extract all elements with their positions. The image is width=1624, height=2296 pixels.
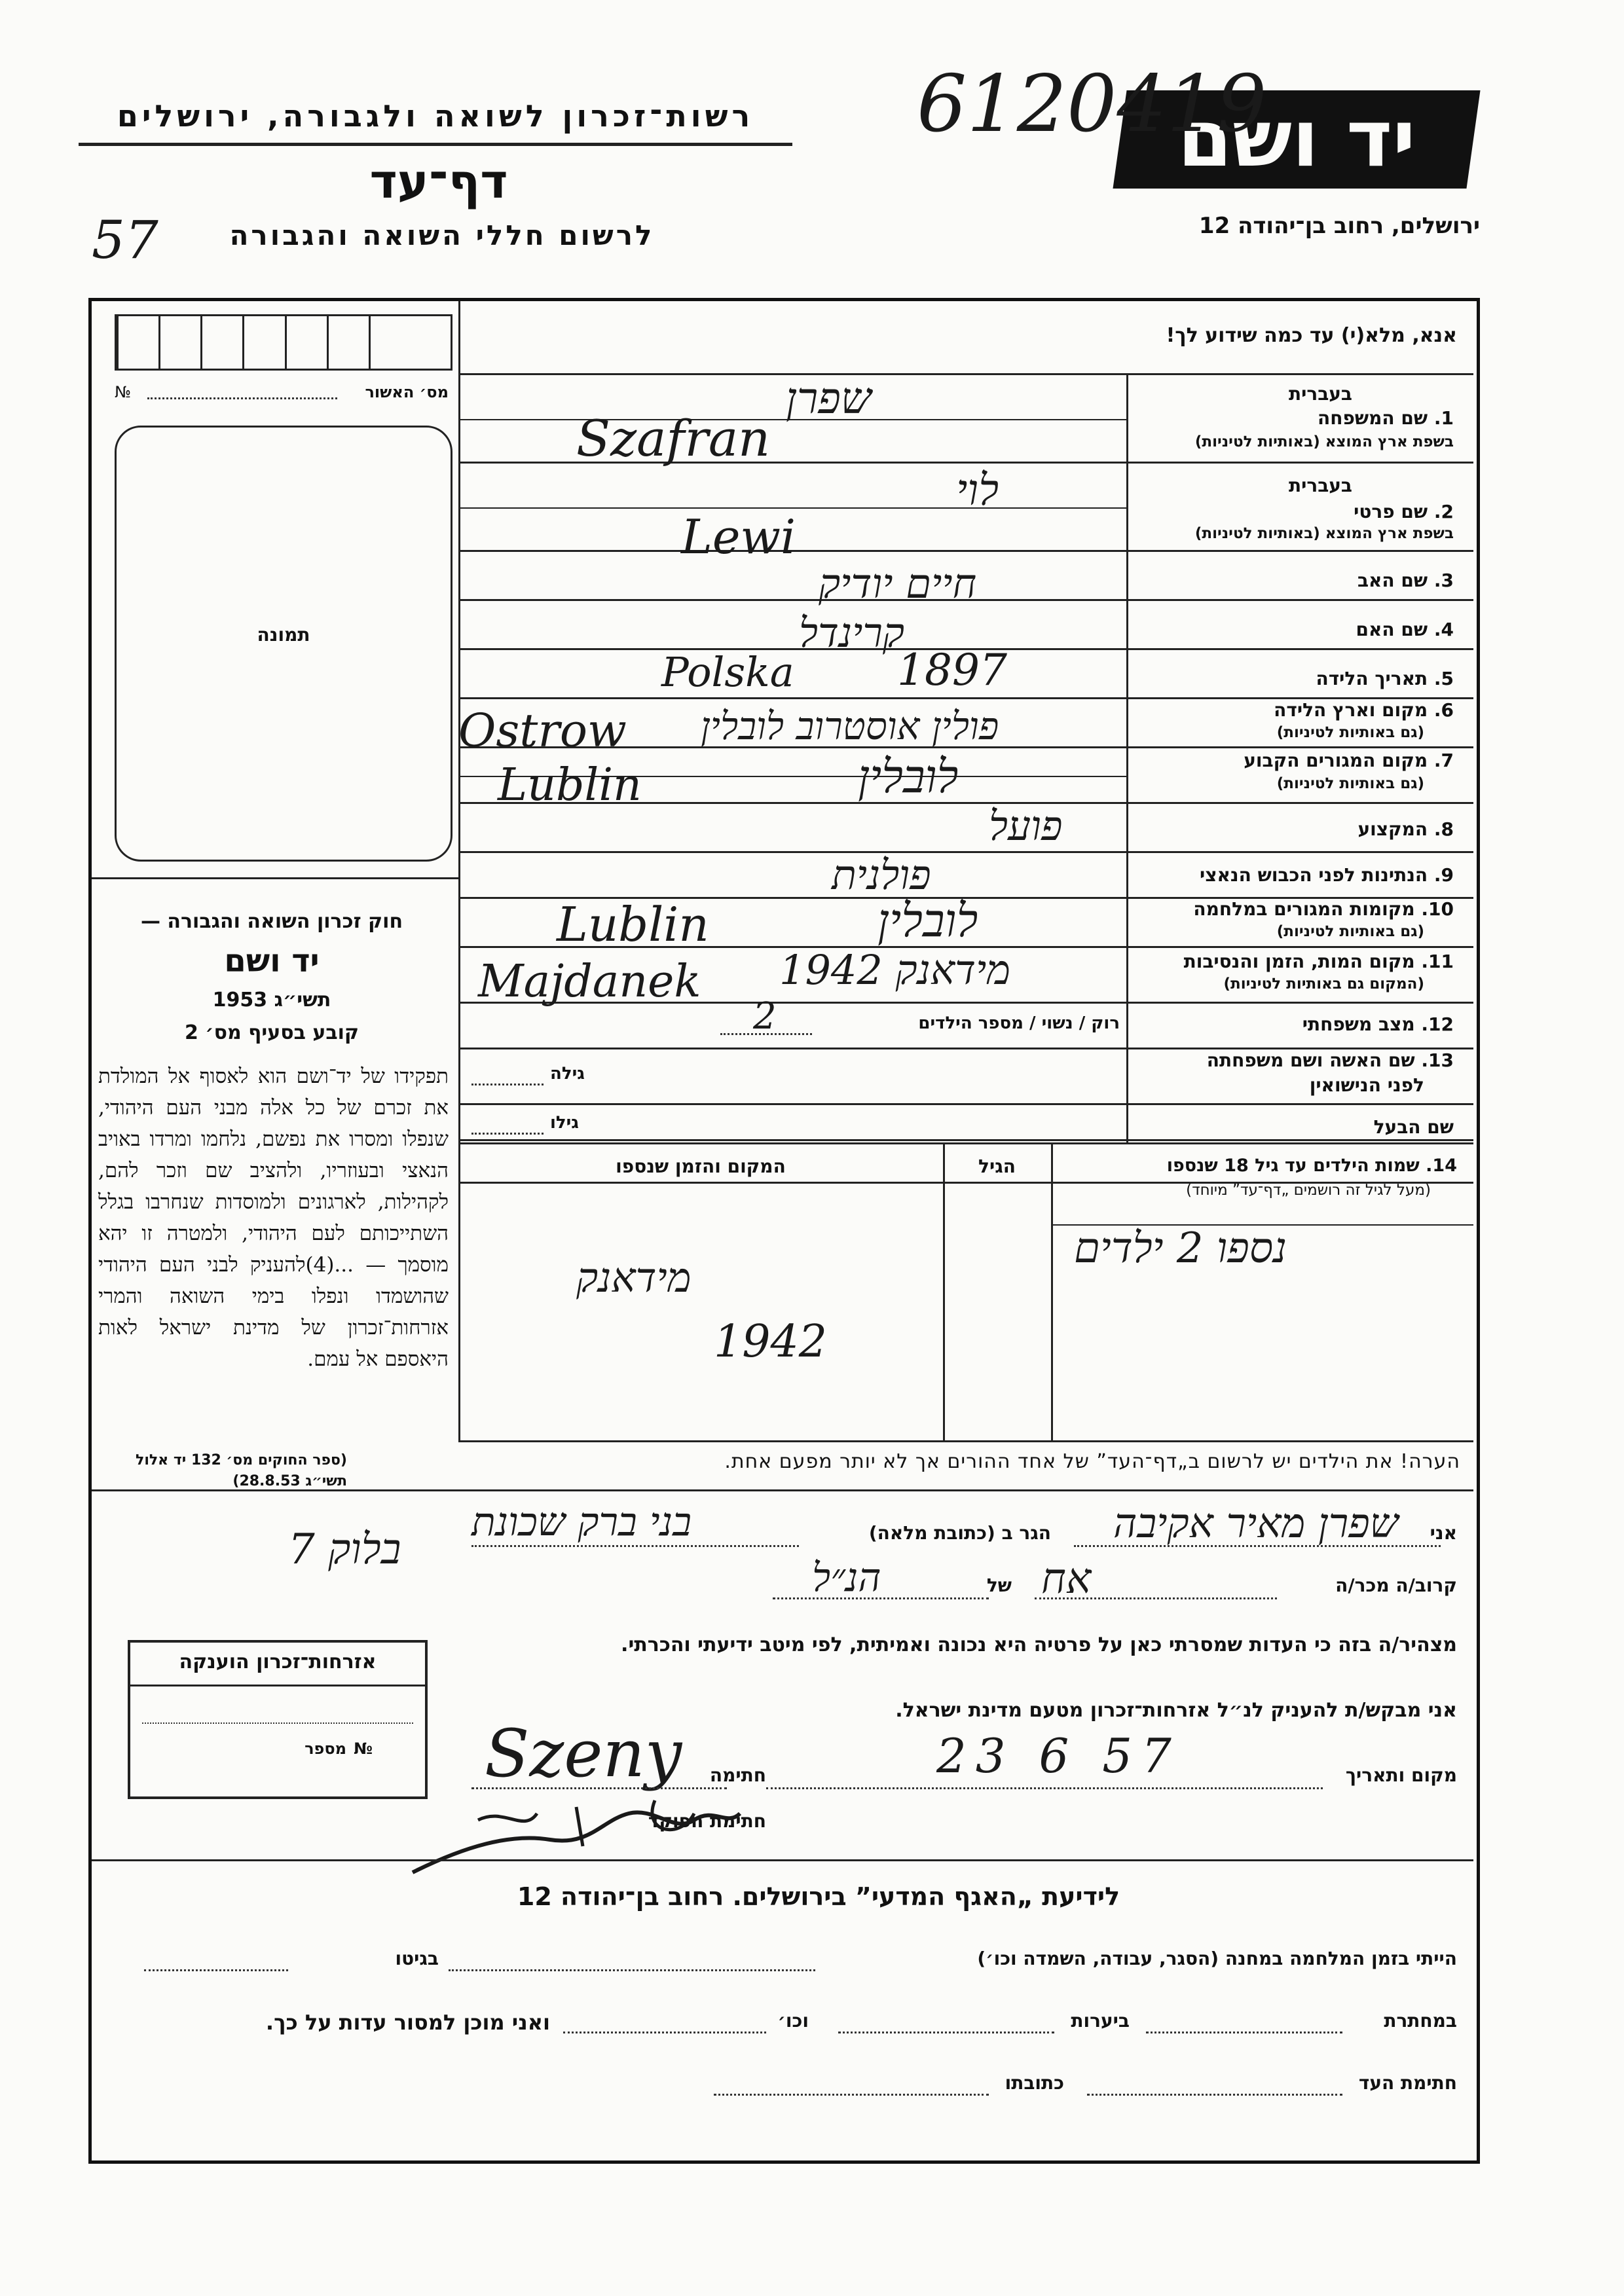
law-name: יד ושם: [224, 943, 320, 979]
husband-label: שם הבעל: [1373, 1116, 1454, 1138]
wartime-residence-latin: Lublin: [557, 897, 709, 952]
birthplace-latin: Ostrow: [458, 704, 627, 757]
margin-mark: 57: [92, 210, 158, 270]
header-rule: [79, 143, 792, 146]
law-section: קובע בסעיף מס׳ 2: [184, 1021, 360, 1044]
signature-label: חתימה: [709, 1764, 766, 1786]
footer-heading: לידיעת „האגף המדעי” בירושלים. רחוב בן־יהודה 12: [517, 1882, 1120, 1911]
sidebar-divider: [458, 301, 460, 1440]
logo-text: יד ושם: [1177, 94, 1416, 185]
ani-label: אני: [1430, 1522, 1457, 1544]
death-place-latin: Majdanek: [478, 956, 701, 1008]
children-names: נספו 2 ילדים: [1074, 1224, 1287, 1273]
field-1-label: 1. שם המשפחה: [1318, 407, 1454, 429]
address: ירושלים, רחוב בן־יהודה 12: [1198, 213, 1480, 239]
children-section-label: 14. שמות הילדים עד גיל 18 שנספו: [1166, 1156, 1457, 1176]
footer-forests: ביערות: [1071, 2010, 1130, 2032]
declare-text: מצהיר/ה בזה כי העדות שמסרתי כאן על פרטיה היא נכונה ואמיתית, לפי מיטב ידיעתי והכרתי.: [621, 1633, 1457, 1656]
declarant-signature: Szeny: [485, 1715, 682, 1792]
surname-latin: Szafran: [576, 409, 771, 467]
footer-underground: במחתרת: [1384, 2010, 1457, 2032]
hebrew-tag-1: בעברית: [1288, 383, 1352, 405]
declarant-block: בלוק 7: [288, 1525, 401, 1574]
box-no-sign: №: [354, 1740, 373, 1758]
photo-frame: [115, 426, 452, 862]
relative-label: קרוב/ה מכר/ה: [1335, 1575, 1457, 1596]
law-year: תשי״ג 1953: [212, 989, 331, 1011]
citizenship-box-title: אזרחות־זכרון הוענקה: [130, 1643, 425, 1686]
footer-ghetto: בגיטו: [395, 1948, 439, 1969]
field-7-latin-note: (גם באותיות לטיניות): [1276, 775, 1424, 792]
label-divider: [1126, 373, 1128, 1142]
code-boxes: [115, 314, 452, 371]
wife-age-label: גילה: [550, 1064, 585, 1084]
profession: פועל: [989, 802, 1063, 850]
footer-witness-signature: חתימת העד: [1358, 2072, 1457, 2094]
field-9-label: 9. הנתינות לפני הכבוש הנאצי: [1200, 864, 1454, 886]
death-place-hebrew: מידאנק 1942: [779, 946, 1011, 994]
footer-address: כתובתו: [1005, 2072, 1064, 2094]
children-place-header: המקום והזמן שנספו: [616, 1156, 786, 1177]
children-note: הערה! את הילדים יש לרשום ב„דף־העד” של אחד ההורים אך לא יותר מפעם אחת.: [724, 1450, 1460, 1473]
field-5-label: 5. תאריך הלידה: [1316, 668, 1454, 689]
field-10-latin-note: (גם באותיות לטיניות): [1276, 923, 1424, 940]
of-label: של: [986, 1575, 1012, 1596]
approval-no-row: [115, 383, 449, 409]
field-13-label: 13. שם האשה ושם משפחתה: [1206, 1049, 1454, 1071]
field-2-label: 2. שם פרטי: [1354, 501, 1454, 522]
field-1-latin-note: בשפת ארץ המוצא (באותיות לטיניות): [1194, 433, 1454, 450]
firstname-hebrew: לוי: [956, 465, 999, 515]
field-3-label: 3. שם האב: [1357, 570, 1454, 591]
footer-etc: וכו׳: [777, 2010, 809, 2032]
authority-name: רשות־זכרון לשואה ולגבורה, ירושלים: [117, 98, 754, 134]
field-6-label: 6. מקום וארץ הלידה: [1274, 699, 1454, 721]
instruction: אנא, מלא(י) עד כמה שידוע לך!: [1166, 324, 1457, 347]
no-sign: №: [115, 383, 131, 401]
marital-status-options: רוק / נשוי / מספר הילדים: [918, 1013, 1120, 1033]
children-section-note: (מעל לגיל זה רושמים „דף־עד” מיוחד): [1186, 1182, 1431, 1199]
field-2-latin-note: בשפת ארץ המוצא (באותיות לטיניות): [1194, 525, 1454, 542]
father-name: חיים יודיק: [819, 560, 977, 608]
approval-no-label: מס׳ האשור: [365, 383, 449, 401]
firstname-latin: Lewi: [681, 509, 796, 564]
citizenship: פולנית: [832, 851, 931, 899]
hebrew-tag-2: בעברית: [1288, 475, 1352, 496]
birth-country-latin: Polska: [661, 648, 794, 696]
footer-willing: ואני מוכן למסור עדות על כך.: [265, 2010, 550, 2035]
children-count: 2: [753, 995, 777, 1038]
citizenship-box: [128, 1640, 428, 1799]
declaration-date: 23 6 57: [936, 1728, 1181, 1783]
birthplace-hebrew: פולין אוסטרוב לובלין: [701, 704, 999, 748]
officer-signature-scrawl: [406, 1794, 747, 1886]
form-subtitle: לרשום חללי השואה והגבורה: [229, 219, 655, 251]
declarant-address: בני ברק שכונת: [471, 1499, 692, 1545]
field-8-label: 8. המקצוע: [1357, 818, 1454, 840]
children-age-header: הגיל: [978, 1156, 1016, 1177]
number-label: מספר: [304, 1740, 346, 1758]
declarant-name: שפרן מאיר אקיבה: [1113, 1499, 1399, 1547]
birth-year: 1897: [897, 645, 1007, 695]
law-reference: (ספר החוקים מס׳ 132 יד אלול תשי״ג 28.8.53): [136, 1452, 347, 1489]
place-date-label: מקום ותאריך: [1345, 1764, 1457, 1786]
field-13-note: לפני הנישואין: [1309, 1074, 1424, 1096]
field-6-latin-note: (גם באותיות לטיניות): [1276, 724, 1424, 741]
children-death-place: מידאנק: [576, 1254, 692, 1302]
children-death-year: 1942: [714, 1316, 828, 1368]
photo-label: תמונה: [257, 624, 310, 646]
surname-hebrew: שפרן: [786, 373, 872, 424]
form-title: דף־עד: [369, 154, 508, 209]
field-4-label: 4. שם האם: [1356, 619, 1454, 640]
field-11-label: 11. מקום המות, הזמן והנסיבות: [1183, 951, 1454, 972]
handwritten-record-number: 6120419: [917, 59, 1267, 150]
of-value: הנ״ל: [812, 1555, 881, 1601]
field-12-label: 12. מצב משפחתי: [1302, 1013, 1454, 1035]
wartime-residence-hebrew: לובלין: [877, 894, 978, 947]
request-text: אני מבקש/ת להעניק לנ״ל אזרחות־זכרון מטעם מדינת ישראל.: [895, 1699, 1457, 1722]
footer-line1: הייתי בזמן המלחמה במחנה (הסגר, עבודה, השמדה וכו׳): [977, 1948, 1457, 1969]
husband-age-label: גילו: [550, 1113, 579, 1133]
residence-latin: Lublin: [498, 759, 642, 811]
field-7-label: 7. מקום המגורים הקבוע: [1244, 750, 1454, 771]
law-text: תפקידו של יד־ושם הוא לאסוף אל המולדת את זכרם של כל אלה מבני העם היהודי, שנפלו ומסרו את נפשם, נלחמו ומרדו באויב הנאצי ובעוזריו, ולהציב שם וזכר להם, לקהילות, לארגונים ולמוסדות שנחרבו בגלל השתייכותם לעם היהודי, ולמטרה זו יהא מוסמך — ...(4)להעניק לבני העם היהודי שהושמדו ונפלו בימי השואה והמרי אזרחות־זכרון של מדינת ישראל לאות היאספם אל עמם.: [98, 1065, 449, 1371]
law-title: חוק זכרון השואה והגבורה —: [140, 910, 403, 933]
field-10-label: 10. מקומות המגורים במלחמה: [1193, 898, 1454, 920]
residence-hebrew: לובלין: [858, 750, 959, 803]
field-11-note: (המקום גם באותיות לטיניות): [1223, 975, 1424, 993]
officer-signature-label: חתימת הפוקד: [648, 1810, 766, 1832]
mother-name: קרינדל: [799, 609, 905, 657]
lives-label: הגר ב (כתובת מלאה): [868, 1522, 1051, 1544]
relation: אח: [1041, 1555, 1092, 1603]
